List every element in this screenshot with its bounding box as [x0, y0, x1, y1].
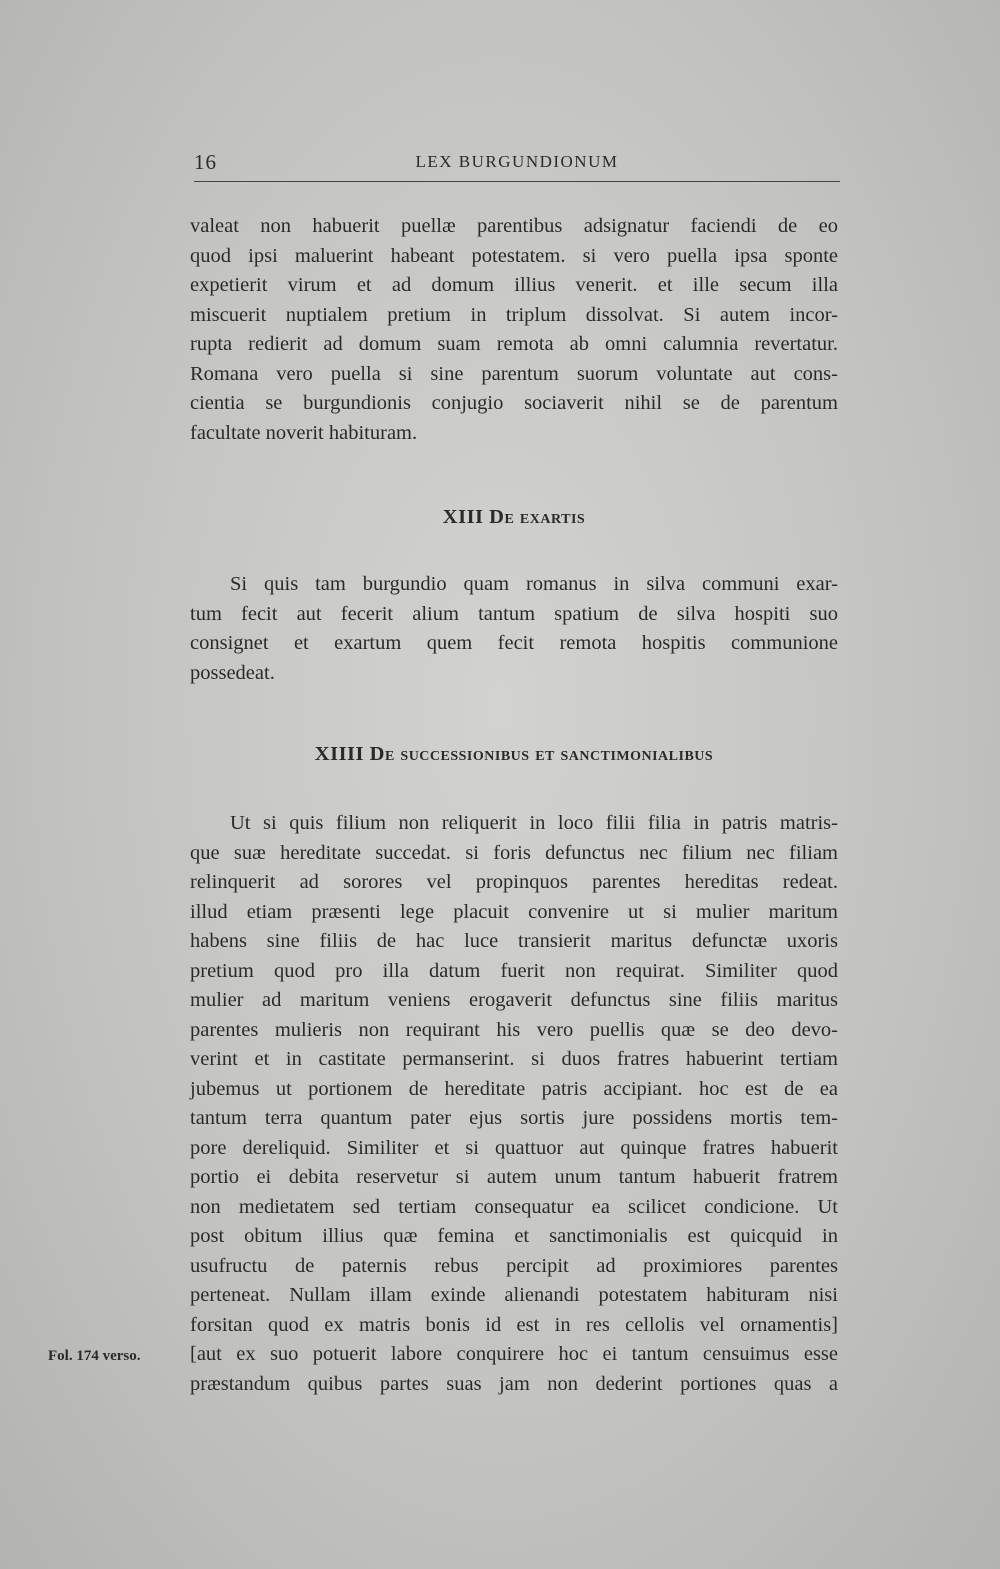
text-line: possedeat.	[190, 661, 275, 684]
heading-xiiii: XIIII De successionibus et sanctimonialibus	[314, 743, 714, 765]
paragraph-section-xiii	[190, 570, 838, 688]
text-line: consignet et exartum quem fecit remota hospitis communione	[190, 632, 838, 654]
text-line: valeat non habuerit puellæ parentibus adsignatur faciendi de eo	[190, 215, 838, 237]
text-line: facultate noverit habituram.	[190, 421, 418, 444]
text-line: portio ei debita reservetur si autem unum tantum habuerit fratrem	[190, 1166, 838, 1188]
folio-margin-note: Fol. 174 verso.	[48, 1348, 141, 1364]
text-line: Romana vero puella si sine parentum suorum voluntate aut cons-	[190, 362, 838, 385]
running-title: LEX BURGUNDIONUM	[415, 152, 619, 171]
text-line: forsitan quod ex matris bonis id est in res cellolis vel ornamentis]	[190, 1313, 838, 1336]
text-line: habens sine filiis de hac luce transierit maritus defunctæ uxoris	[190, 930, 838, 952]
text-line: pretium quod pro illa datum fuerit non requirat. Similiter quod	[190, 959, 838, 982]
text-line: pore dereliquid. Similiter et si quattuor aut quinque fratres habuerit	[190, 1136, 838, 1159]
text-line: parentes mulieris non requirant his vero puellis quæ se deo devo-	[190, 1018, 838, 1041]
text-line: relinquerit ad sorores vel propinquos parentes hereditas redeat.	[190, 871, 838, 893]
text-line: que suæ hereditate succedat. si foris defunctus nec filium nec filiam	[190, 841, 838, 864]
text-line: rupta redierit ad domum suam remota ab omni calumnia revertatur.	[190, 333, 838, 355]
text-line: jubemus ut portionem de hereditate patris accipiant. hoc est de ea	[190, 1077, 838, 1100]
text-line: perteneat. Nullam illam exinde alienandi potestatem habituram nisi	[190, 1284, 838, 1306]
text-line: expetierit virum et ad domum illius venerit. et ille secum illa	[190, 274, 838, 296]
text-line: [aut ex suo potuerit labore conquirere hoc ei tantum censuimus esse	[190, 1343, 838, 1365]
text-line: Ut si quis filium non reliquerit in loco filii filia in patris matris-	[230, 812, 838, 834]
text-line: tantum terra quantum pater ejus sortis jure possidens mortis tem-	[190, 1107, 838, 1129]
text-line: illud etiam præsenti lege placuit convenire ut si mulier maritum	[190, 900, 838, 923]
header-rule	[194, 181, 840, 182]
text-line: præstandum quibus partes suas jam non dederint portiones quas a	[190, 1372, 838, 1395]
text-line: verint et in castitate permanserint. si duos fratres habuerint tertiam	[190, 1048, 838, 1070]
text-line: tum fecit aut fecerit alium tantum spatium de silva hospiti suo	[190, 602, 838, 625]
paragraph-section-xiiii	[190, 809, 838, 1399]
text-line: Si quis tam burgundio quam romanus in silva communi exar-	[230, 573, 838, 595]
text-line: post obitum illius quæ femina et sanctimonialis est quicquid in	[190, 1225, 838, 1247]
text-line: mulier ad maritum veniens erogaverit defunctus sine filiis maritus	[190, 989, 838, 1011]
paragraph-section-xii-end	[190, 212, 838, 448]
text-line: non medietatem sed tertiam consequatur ea scilicet condicione. Ut	[190, 1195, 838, 1218]
page-number: 16	[194, 150, 217, 174]
running-head	[194, 150, 840, 180]
text-line: quod ipsi maluerint habeant potestatem. si vero puella ipsa sponte	[190, 244, 838, 267]
text-line: usufructu de paternis rebus percipit ad proximiores parentes	[190, 1254, 838, 1277]
text-line: cientia se burgundionis conjugio sociaverit nihil se de parentum	[190, 392, 838, 414]
text-line: miscuerit nuptialem pretium in triplum dissolvat. Si autem incor-	[190, 303, 838, 326]
heading-xiii: XIII De exartis	[442, 506, 586, 528]
